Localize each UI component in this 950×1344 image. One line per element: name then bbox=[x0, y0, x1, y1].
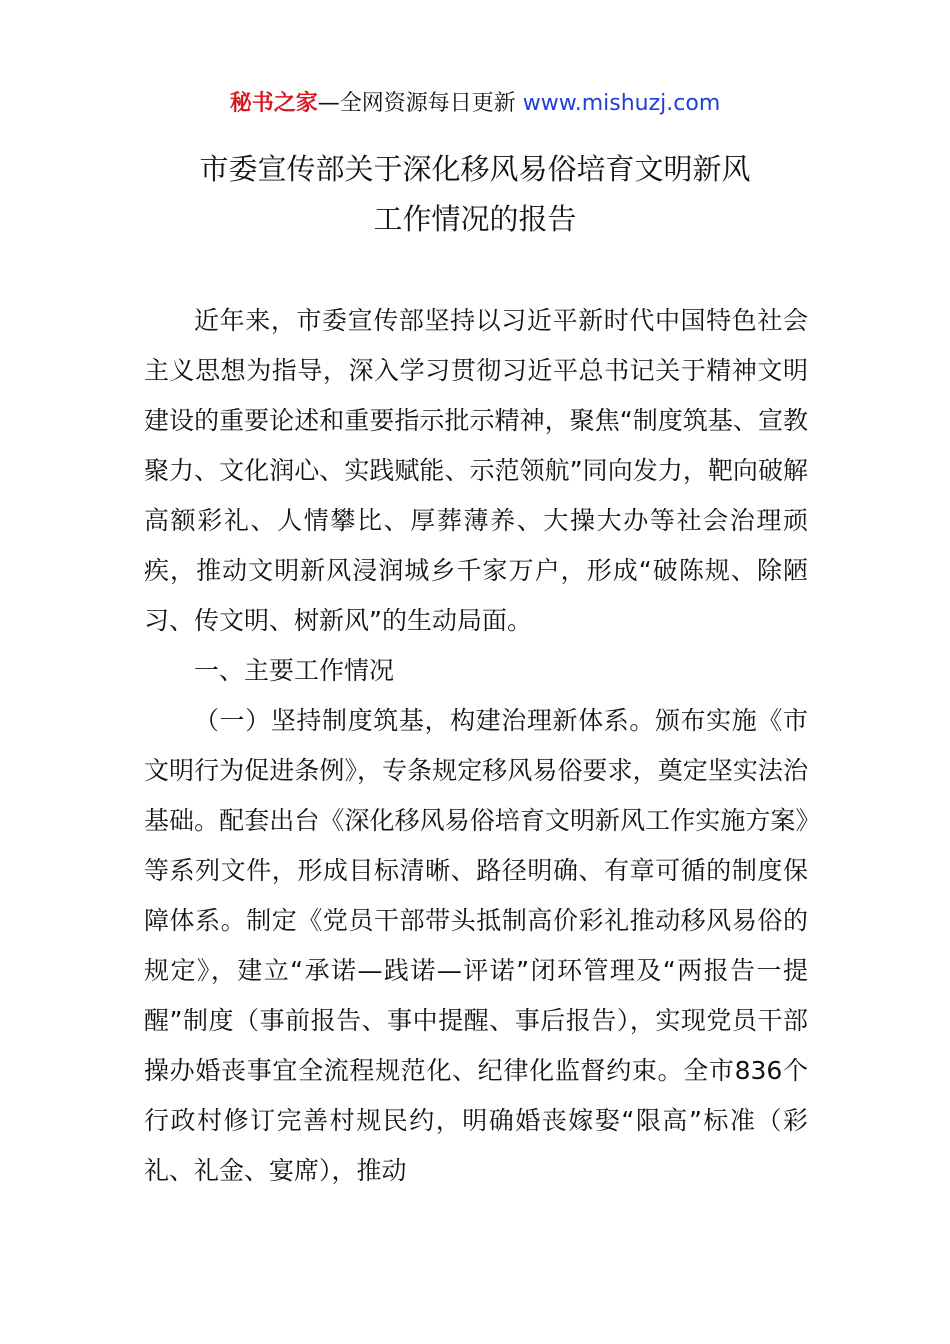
paragraph-institutional: （一）坚持制度筑基，构建治理新体系。颁布实施《市文明行为促进条例》，专条规定移风易俗要求，奠定坚实法治基础。配套出台《深化移风易俗培育文明新风工作实施方案》等系列文件，形成目标清晰、路径明确、有章可循的制度保障体系。制定《党员干部带头抵制高价彩礼推动移风易俗的规定》，建立“承诺—践诺—评诺”闭环管理及“两报告一提醒”制度（事前报告、事中提醒、事后报告），实现党员干部操办婚丧事宜全流程规范化、纪律化监督约束。全市836个行政村修订完善村规民约，明确婚丧嫁娶“限高”标准（彩礼、礼金、宴席），推动 bbox=[144, 706, 808, 1185]
watermark-header bbox=[0, 88, 950, 120]
document-body bbox=[144, 296, 808, 1196]
site-tagline: —全网资源每日更新 bbox=[317, 91, 516, 116]
site-brand: 秘书之家 bbox=[229, 91, 318, 116]
section-heading: 一、主要工作情况 bbox=[194, 656, 395, 685]
paragraph-intro: 近年来，市委宣传部坚持以习近平新时代中国特色社会主义思想为指导，深入学习贯彻习近平总书记关于精神文明建设的重要论述和重要指示批示精神，聚焦“制度筑基、宣教聚力、文化润心、实践赋能、示范领航”同向发力，靶向破解高额彩礼、人情攀比、厚葬薄养、大操大办等社会治理顽疾，推动文明新风浸润城乡千家万户，形成“破陈规、除陋习、传文明、树新风”的生动局面。 bbox=[144, 306, 808, 635]
document-title-line-2: 工作情况的报告 bbox=[373, 202, 577, 236]
site-url-link[interactable]: www.mishuzj.com bbox=[522, 91, 721, 116]
document-title-line-1: 市委宣传部关于深化移风易俗培育文明新风 bbox=[199, 152, 751, 186]
